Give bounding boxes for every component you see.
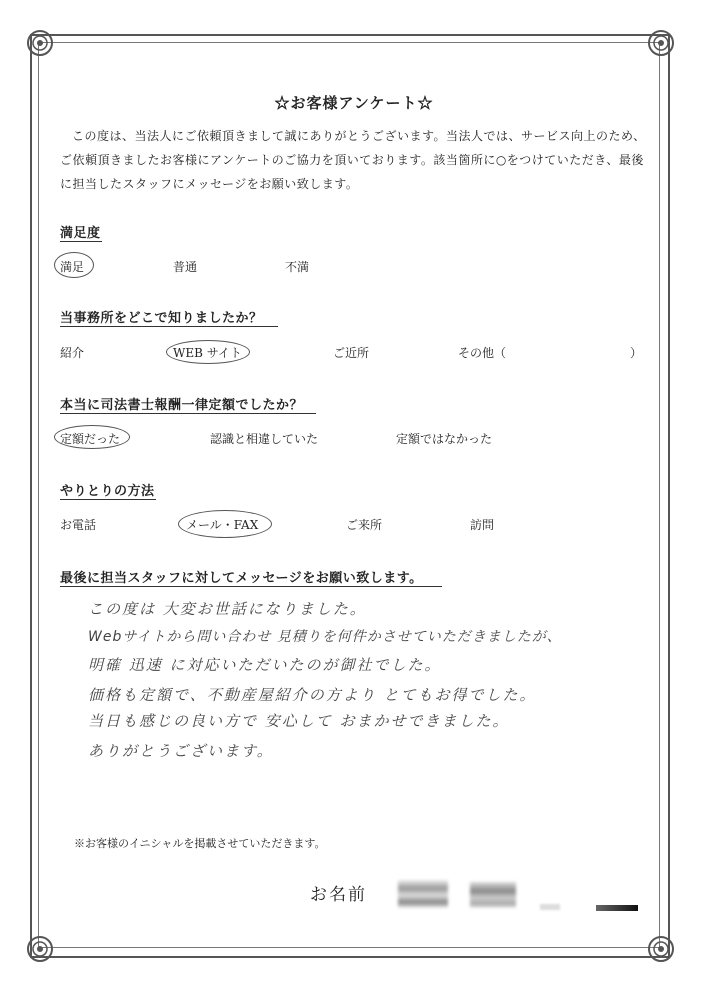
corner-ornament-icon (646, 28, 676, 58)
redacted-name-block (596, 905, 638, 911)
q2-option-neighborhood[interactable]: ご近所 (333, 346, 370, 360)
survey-title: ☆お客様アンケート☆ (274, 94, 434, 112)
q4-option-mail-fax[interactable]: メール・FAX (186, 518, 259, 532)
q1-heading: 満足度 (60, 226, 101, 241)
message-line: 明確 迅速 に対応いただいたのが御社でした。 (88, 656, 442, 674)
q4-option-phone[interactable]: お電話 (60, 518, 97, 532)
q2-option-website[interactable]: WEB サイト (173, 346, 242, 360)
selection-circle (54, 252, 94, 278)
q2-option-referral[interactable]: 紹介 (60, 346, 85, 360)
intro-paragraph: この度は、当法人にご依頼頂きまして誠にありがとうございます。当法人では、サービス向上のため、ご依頼頂きましたお客様にアンケートのご協力を頂いております。該当箇所に○をつけていただき、最後に担当したスタッフにメッセージをお願い致します。 (60, 129, 646, 191)
selection-circle (166, 340, 250, 364)
q1-option-satisfied[interactable]: 満足 (60, 260, 85, 274)
corner-ornament-icon (25, 934, 55, 964)
q2-underline (60, 326, 278, 327)
q4-underline (60, 499, 156, 500)
q3-option-different[interactable]: 認識と相違していた (210, 432, 319, 446)
q1-underline (60, 241, 102, 242)
message-line: 当日も感じの良い方で 安心して おまかせできました。 (88, 712, 510, 730)
selection-circle (54, 425, 130, 449)
q3-option-not-fixed[interactable]: 定額ではなかった (396, 432, 493, 446)
q2-option-other[interactable]: その他（ (458, 346, 507, 360)
q4-option-home-visit[interactable]: 訪問 (470, 518, 495, 532)
message-line: 価格も定額で、不動産屋紹介の方より とてもお得でした。 (88, 686, 537, 704)
q2-heading: 当事務所をどこで知りましたか？ (60, 311, 263, 326)
message-line: Webサイトから問い合わせ 見積りを何件かさせていただきましたが、 (88, 629, 562, 645)
q1-option-dissatisfied[interactable]: 不満 (285, 260, 310, 274)
selection-circle (178, 510, 272, 538)
q2-other-close-paren: ） (630, 346, 643, 360)
q3-option-fixed[interactable]: 定額だった (60, 432, 121, 446)
name-label: お名前 (310, 885, 367, 905)
q4-option-visit-office[interactable]: ご来所 (346, 518, 383, 532)
redacted-name-block (540, 904, 560, 910)
message-line: ありがとうございます。 (88, 742, 274, 760)
message-line: この度は 大変お世話になりました。 (88, 600, 367, 618)
q5-heading: 最後に担当スタッフに対してメッセージをお願い致します。 (60, 571, 423, 586)
corner-ornament-icon (646, 934, 676, 964)
redacted-name-block (398, 880, 448, 908)
redacted-name-block (470, 882, 516, 908)
q1-option-normal[interactable]: 普通 (173, 260, 198, 274)
corner-ornament-icon (25, 28, 55, 58)
q3-underline (60, 413, 316, 414)
q5-underline (60, 586, 442, 587)
q4-heading: やりとりの方法 (60, 484, 155, 499)
initials-note: ※お客様のイニシャルを掲載させていただきます。 (74, 837, 326, 850)
q3-heading: 本当に司法書士報酬一律定額でしたか？ (60, 398, 304, 413)
